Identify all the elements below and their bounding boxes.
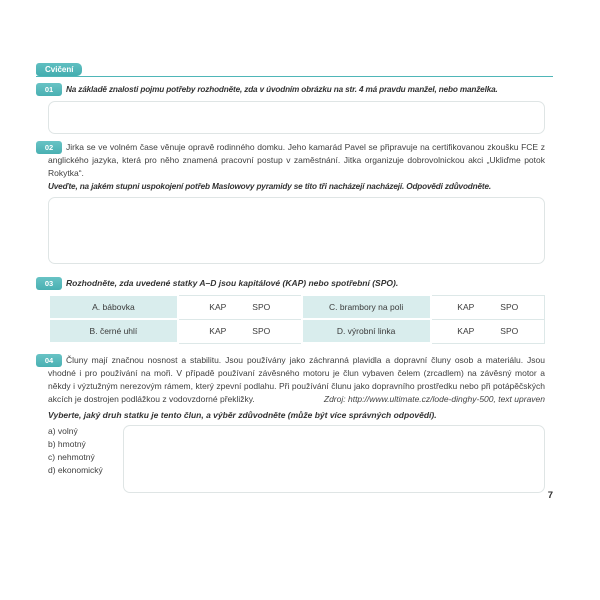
- choice-cell: [178, 319, 302, 343]
- exercise-number-badge: 03: [36, 277, 62, 290]
- exercise-02: [44, 141, 545, 264]
- choice-cell: [178, 295, 302, 319]
- item-cell: A. bábovka: [49, 295, 178, 319]
- option-item[interactable]: d) ekonomický: [48, 465, 103, 475]
- option-kap[interactable]: KAP: [457, 326, 475, 336]
- option-spo[interactable]: SPO: [500, 326, 519, 336]
- exercise-number-badge: 01: [36, 83, 62, 96]
- answer-box[interactable]: [48, 101, 545, 134]
- page-number: 7: [547, 490, 553, 501]
- option-spo[interactable]: SPO: [252, 326, 271, 336]
- item-cell: D. výrobní linka: [302, 319, 431, 343]
- option-item[interactable]: a) volný: [48, 426, 78, 436]
- exercise-text: Jirka se ve volném čase věnuje opravě rodinného domku. Jeho kamarád Pavel se připravuje na certifikovanou zkoušku FCE z anglického jazyka, která pro něho znamená pracovní postup v zaměstnání. Jitka organizuje dobrovolnickou akci „Ukliďme potok Rokytka“.: [48, 142, 545, 178]
- table-row: [49, 295, 545, 319]
- exercise-04: [44, 354, 545, 493]
- choice-cell: [431, 319, 545, 343]
- exercise-number-badge: 04: [36, 354, 62, 367]
- table-row: [49, 319, 545, 343]
- section-label: Cvičení: [36, 63, 82, 76]
- options-list: [48, 425, 123, 477]
- exercise-03: [44, 277, 545, 344]
- option-spo[interactable]: SPO: [500, 302, 519, 312]
- answer-box[interactable]: [48, 197, 545, 264]
- exercise-number-badge: 02: [36, 141, 62, 154]
- section-header: [36, 63, 553, 77]
- exercise-instruction: Rozhodněte, zda uvedené statky A–D jsou kapitálové (KAP) nebo spotřební (SPO).: [66, 278, 399, 288]
- option-kap[interactable]: KAP: [209, 302, 227, 312]
- options-and-answer: [48, 425, 545, 493]
- option-kap[interactable]: KAP: [457, 302, 475, 312]
- source-citation: Zdroj: http://www.ultimate.cz/lode-dinghy-500, text upraven: [323, 394, 545, 404]
- exercise-instruction: Vyberte, jaký druh statku je tento člun, a výběr zdůvodněte (může být více správných odpovědí).: [48, 410, 437, 420]
- answer-box[interactable]: [123, 425, 545, 493]
- choice-cell: [431, 295, 545, 319]
- goods-table: [48, 294, 545, 344]
- option-spo[interactable]: SPO: [252, 302, 271, 312]
- item-cell: C. brambory na poli: [302, 295, 431, 319]
- exercise-instruction: Uveďte, na jakém stupni uspokojení potřeb Maslowovy pyramidy se tito tři nacházejí nacházejí. Odpovědi zdůvodněte.: [48, 182, 492, 191]
- option-item[interactable]: c) nehmotný: [48, 452, 95, 462]
- exercise-01: [44, 83, 545, 134]
- exercise-instruction: Na základě znalosti pojmu potřeby rozhodněte, zda v úvodním obrázku na str. 4 má pravdu manžel, nebo manželka.: [66, 85, 498, 94]
- item-cell: B. černé uhlí: [49, 319, 178, 343]
- option-kap[interactable]: KAP: [209, 326, 227, 336]
- option-item[interactable]: b) hmotný: [48, 439, 86, 449]
- exercise-text: Čluny mají značnou nosnost a stabilitu. Jsou používány jako záchranná plavidla a dopravní čluny osob a materiálu. Jsou vhodné i pro používání na moři. V případě používaní závěsného motoru je člun vybaven čelem (zrcadlem) na závěsný motor a někdy i výztužným nerezovým rámem, který zpevní podlahu. Při používání člunu jako dopravního prostředku nebo při potápěčských akcích je dostrojen podlážkou z vodovzdorné překližky.: [48, 355, 545, 404]
